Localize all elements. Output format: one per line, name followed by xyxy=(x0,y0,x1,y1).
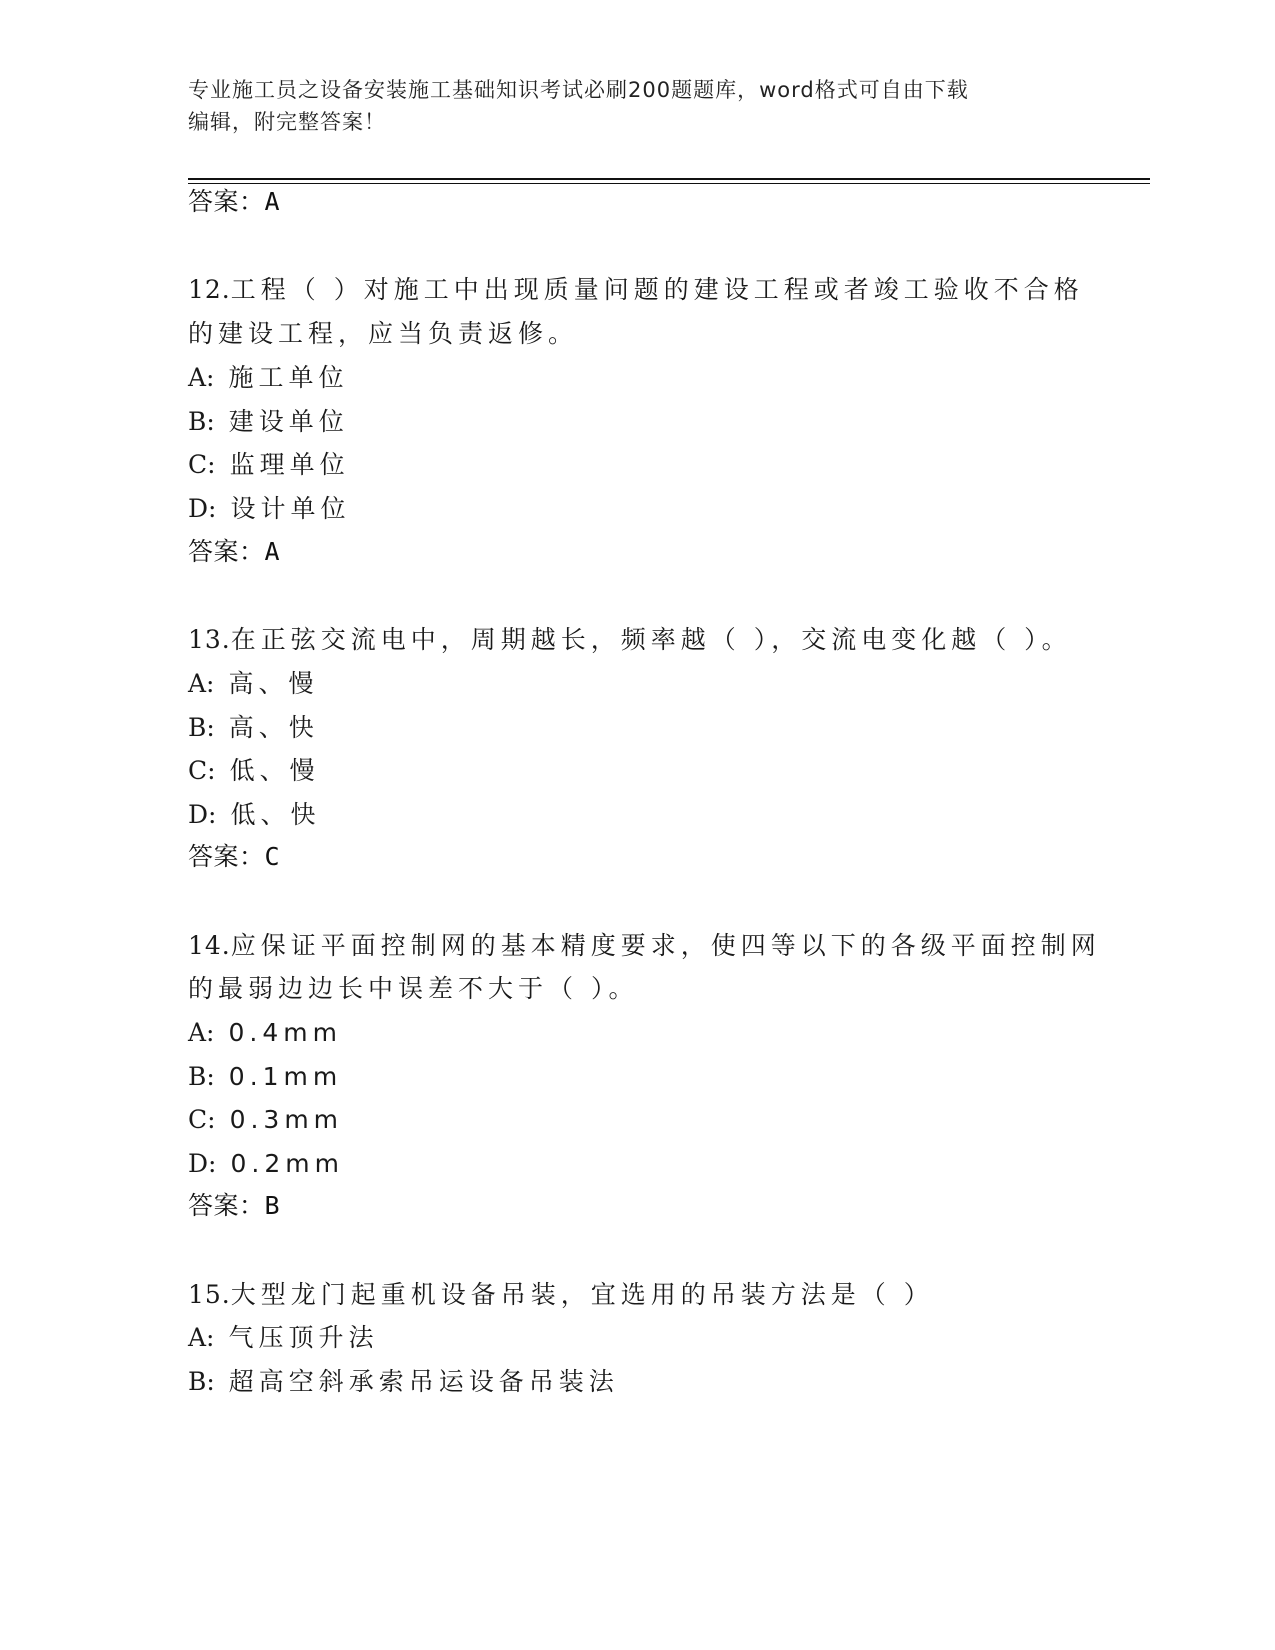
question-15-option-a xyxy=(188,1320,379,1356)
option-letter: D: xyxy=(188,1149,217,1178)
answer-12 xyxy=(188,535,280,569)
question-number: 12. xyxy=(188,275,231,304)
answer-label: 答案： xyxy=(188,537,265,566)
option-letter: B: xyxy=(188,407,215,436)
question-13-line-1 xyxy=(188,622,1072,658)
question-number: 15. xyxy=(188,1280,231,1309)
option-letter: C: xyxy=(188,1105,216,1134)
answer-14 xyxy=(188,1189,280,1223)
question-number: 14. xyxy=(188,931,231,960)
option-text: 气压顶升法 xyxy=(228,1323,379,1352)
option-letter: C: xyxy=(188,756,216,785)
option-text: 0.1mm xyxy=(228,1062,343,1091)
option-text: 建设单位 xyxy=(228,407,349,436)
header-divider-thick xyxy=(188,178,1150,180)
option-text: 0.4mm xyxy=(228,1018,342,1047)
question-text: 在正弦交流电中，周期越长，频率越（ ），交流电变化越（ ）。 xyxy=(230,625,1072,654)
option-text: 0.2mm xyxy=(230,1149,344,1178)
option-letter: B: xyxy=(188,1367,215,1396)
option-text: 低、快 xyxy=(230,800,321,829)
option-text: 高、快 xyxy=(228,713,319,742)
document-header xyxy=(188,74,1068,138)
option-text: 监理单位 xyxy=(229,450,350,479)
answer-label: 答案： xyxy=(188,842,265,871)
question-12-option-c xyxy=(188,447,350,483)
question-12-option-d xyxy=(188,491,350,527)
question-12-line-2: 的建设工程，应当负责返修。 xyxy=(188,319,579,348)
option-text: 设计单位 xyxy=(230,494,351,523)
option-letter: A: xyxy=(188,1018,215,1047)
option-letter: B: xyxy=(188,1062,215,1091)
option-letter: A: xyxy=(188,669,215,698)
question-13-option-d xyxy=(188,797,320,833)
answer-value: A xyxy=(264,537,281,566)
answer-13 xyxy=(188,840,280,874)
option-letter: A: xyxy=(188,363,215,392)
header-line-1: 专业施工员之设备安装施工基础知识考试必刷200题题库，word格式可自由下载 xyxy=(188,78,969,102)
question-text: 大型龙门起重机设备吊装，宜选用的吊装方法是（ ） xyxy=(230,1280,934,1309)
question-text: 应保证平面控制网的基本精度要求，使四等以下的各级平面控制网 xyxy=(230,931,1101,960)
question-13-option-b xyxy=(188,710,319,746)
question-14-line-2: 的最弱边边长中误差不大于（ ）。 xyxy=(188,974,639,1003)
question-number: 13. xyxy=(188,625,231,654)
option-letter: A: xyxy=(188,1323,215,1352)
option-text: 低、慢 xyxy=(229,756,320,785)
answer-label: 答案： xyxy=(188,1191,265,1220)
question-14-option-c xyxy=(188,1102,343,1138)
answer-value: C xyxy=(264,842,281,871)
question-12-option-b xyxy=(188,404,349,440)
header-line-2: 编辑，附完整答案！ xyxy=(188,110,386,134)
answer-prev xyxy=(188,185,280,219)
option-letter: B: xyxy=(188,713,215,742)
question-12-line-1 xyxy=(188,272,1084,308)
option-text: 0.3mm xyxy=(229,1105,344,1134)
question-14-line-1 xyxy=(188,928,1101,964)
question-13-option-a xyxy=(188,666,319,702)
question-text: 工程（ ）对施工中出现质量问题的建设工程或者竣工验收不合格 xyxy=(230,275,1084,304)
question-15-option-b xyxy=(188,1364,619,1400)
answer-value: B xyxy=(264,1191,281,1220)
option-letter: D: xyxy=(188,800,217,829)
option-letter: D: xyxy=(188,494,217,523)
question-14-option-a xyxy=(188,1015,342,1051)
option-letter: C: xyxy=(188,450,216,479)
question-14-option-d xyxy=(188,1146,344,1182)
question-14-option-b xyxy=(188,1059,342,1095)
question-13-option-c xyxy=(188,753,320,789)
answer-label: 答案： xyxy=(188,187,265,216)
answer-value: A xyxy=(264,187,281,216)
option-text: 超高空斜承索吊运设备吊装法 xyxy=(228,1367,619,1396)
question-15-line-1 xyxy=(188,1277,934,1313)
question-12-option-a xyxy=(188,360,349,396)
option-text: 施工单位 xyxy=(228,363,349,392)
header-divider-thin xyxy=(188,183,1150,184)
option-text: 高、慢 xyxy=(228,669,319,698)
